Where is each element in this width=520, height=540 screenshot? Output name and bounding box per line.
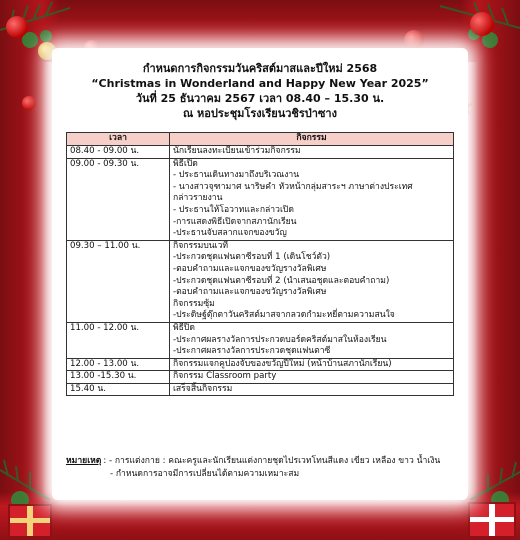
activity-line: -ประกาศผลรางวัลการประกวดบอร์ดคริสต์มาสในห้องเรียน (173, 334, 387, 345)
activity-line: พิธีเปิด (173, 158, 198, 169)
notes-indent (66, 468, 110, 481)
time-cell: 08.40 - 09.00 น. (67, 146, 170, 159)
title-line-2: “Christmas in Wonderland and Happy New Year 2025” (91, 77, 429, 90)
activity-line: กล่าวรายงาน (173, 193, 223, 204)
activity-line: -ประกวดชุดแฟนตาซีรอบที่ 1 (เดินโชว์ตัว) (173, 252, 331, 263)
activity-line: กิจกรรมแจกคูปองจับของขวัญปีใหม่ (หน้าบ้านสภานักเรียน) (173, 358, 392, 369)
column-header-time: เวลา (67, 133, 170, 146)
activity-line: กิจกรรม Classroom party (173, 371, 277, 382)
activity-line: -ประกาศผลรางวัลการประกวดชุดแฟนตาซี (173, 346, 331, 357)
notes-section (66, 455, 466, 481)
activity-line: -การแสดงพิธีเปิดจากสภานักเรียน (173, 216, 297, 227)
schedule-table (66, 132, 454, 396)
activity-line: -ตอบคำถามและแจกของขวัญรางวัลพิเศษ (173, 263, 327, 274)
notes-line-2: - กำหนดการอาจมีการเปลี่ยนได้ตามความเหมาะสม (110, 469, 300, 479)
table-row (67, 383, 454, 396)
time-cell: 09.00 - 09.30 น. (67, 158, 170, 240)
activity-cell (170, 383, 454, 396)
activity-cell (170, 240, 454, 322)
table-row (67, 371, 454, 384)
activity-line: เสร็จสิ้นกิจกรรม (173, 383, 233, 394)
activity-cell (170, 158, 454, 240)
time-cell: 13.00 -15.30 น. (67, 371, 170, 384)
activity-line: - ประธานเดินทางมาถึงบริเวณงาน (173, 170, 300, 181)
table-row (67, 322, 454, 358)
time-cell: 15.40 น. (67, 383, 170, 396)
title-line-3: วันที่ 25 ธันวาคม 2567 เวลา 08.40 – 15.30 น. (135, 92, 385, 105)
activity-line: -ประธานจับสลากแจกของขวัญ (173, 228, 287, 239)
activity-line: - นางสาวจุฑามาศ นาริษคำ หัวหน้ากลุ่มสาระฯ ภาษาต่างประเทศ (173, 181, 413, 192)
activity-line: กิจกรรมบนเวที (173, 240, 229, 251)
activity-cell (170, 146, 454, 159)
activity-line: -ประกวดชุดแฟนตาซีรอบที่ 2 (นำเสนอชุดและตอบคำถาม) (173, 275, 390, 286)
table-row (67, 358, 454, 371)
activity-line: พิธีปิด (173, 322, 195, 333)
activity-line: กิจกรรมซุ้ม (173, 298, 215, 309)
activity-line: -ประดิษฐ์ตุ๊กตาวันคริสต์มาสจากลวดกำมะหยี่ตามความสนใจ (173, 310, 395, 321)
title-line-4: ณ หอประชุมโรงเรียนวชิรป่าซาง (183, 107, 337, 120)
time-cell: 12.00 - 13.00 น. (67, 358, 170, 371)
time-cell: 11.00 - 12.00 น. (67, 322, 170, 358)
activity-line: -ตอบคำถามและแจกของขวัญรางวัลพิเศษ (173, 287, 327, 298)
activity-cell (170, 371, 454, 384)
time-cell: 09.30 – 11.00 น. (67, 240, 170, 322)
activity-line: นักเรียนลงทะเบียนเข้าร่วมกิจกรรม (173, 146, 301, 156)
table-row (67, 158, 454, 240)
column-header-activity: กิจกรรม (170, 133, 454, 146)
activity-cell (170, 358, 454, 371)
table-row (67, 240, 454, 322)
notes-row-1 (66, 455, 466, 468)
title-line-1: กำหนดการกิจกรรมวันคริสต์มาสและปีใหม่ 2568 (142, 62, 378, 75)
activity-cell (170, 322, 454, 358)
activity-line: - ประธานให้โอวาทและกล่าวเปิด (173, 204, 294, 215)
notes-label: หมายเหตุ (66, 456, 102, 466)
table-header-row (67, 133, 454, 146)
notes-line-1: : - การแต่งกาย : คณะครูและนักเรียนแต่งกายชุดไปรเวทโทนสีแดง เขียว เหลือง ขาว น้ำเงิน (103, 456, 441, 466)
table-row (67, 146, 454, 159)
notes-row-2 (66, 468, 466, 481)
